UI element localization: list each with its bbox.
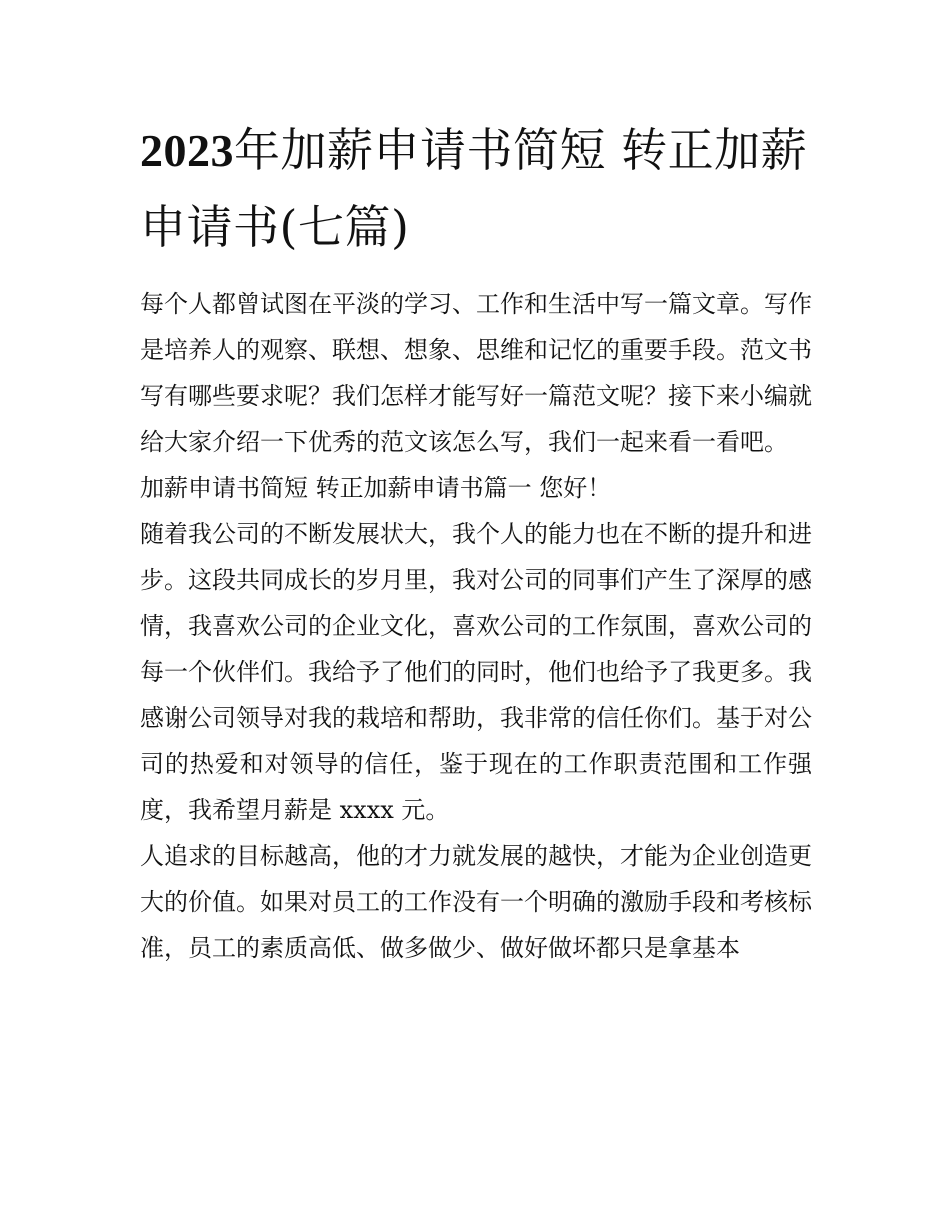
document-title (140, 112, 812, 265)
section-heading-paragraph: 加薪申请书简短 转正加薪申请书篇一 您好！ (140, 474, 612, 502)
title-year: 2023 (140, 125, 234, 176)
document-body (140, 281, 812, 971)
body-paragraph: 随着我公司的不断发展状大，我个人的能力也在不断的提升和进步。这段共同成长的岁月里，我对公司的同事们产生了深厚的感情，我喜欢公司的企业文化，喜欢公司的工作氛围，喜欢公司的每一个伙伴们。我给予了他们的同时，他们也给予了我更多。我感谢公司领导对我的栽培和帮助，我非常的信任你们。基于对公司的热爱和对领导的信任，鉴于现在的工作职责范围和工作强度，我希望月薪是 xxxx 元。 (140, 520, 812, 824)
body-paragraph: 人追求的目标越高，他的才力就发展的越快，才能为企业创造更大的价值。如果对员工的工作没有一个明确的激励手段和考核标准，员工的素质高低、做多做少、做好做坏都只是拿基本 (140, 842, 812, 962)
intro-paragraph: 每个人都曾试图在平淡的学习、工作和生活中写一篇文章。写作是培养人的观察、联想、想象、思维和记忆的重要手段。范文书写有哪些要求呢？我们怎样才能写好一篇范文呢？接下来小编就给大家介绍一下优秀的范文该怎么写，我们一起来看一看吧。 (140, 290, 812, 456)
title-text: 年加薪申请书简短 转正加薪申请书(七篇) (140, 123, 808, 254)
document-page (140, 112, 812, 971)
